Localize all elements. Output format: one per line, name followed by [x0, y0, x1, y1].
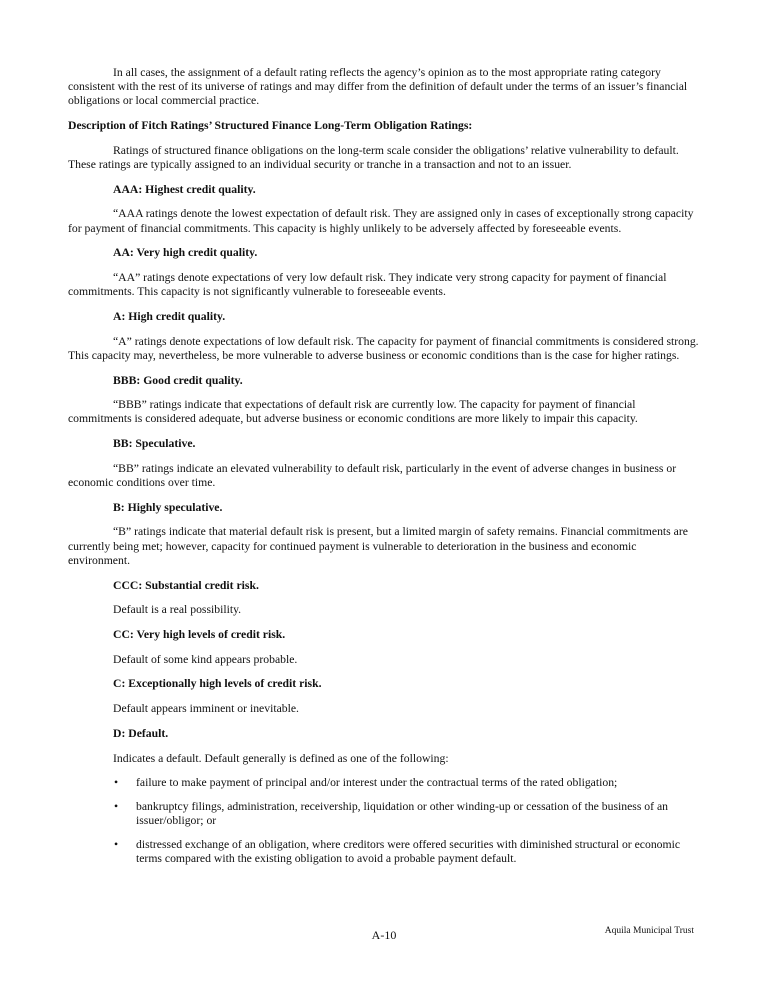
rating-heading-ccc: CCC: Substantial credit risk. — [113, 578, 259, 592]
rating-heading-bb: BB: Speculative. — [113, 437, 196, 451]
page-number: A-10 — [371, 928, 397, 942]
rating-heading-aa: AA: Very high credit quality. — [113, 246, 258, 260]
list-item — [68, 800, 700, 828]
rating-heading-cc: CC: Very high levels of credit risk. — [113, 627, 286, 641]
default-criteria-list — [68, 776, 700, 866]
bullet-icon: • — [114, 776, 119, 790]
rating-text-ccc: Default is a real possibility. — [113, 603, 242, 617]
rating-text-b: “B” ratings indicate that material default risk is present, but a limited margin of safety remains. Financial commitments are currently being met; however, capacity for continued payment is vulnerable to deterioration in the business and economic environment. — [68, 525, 688, 567]
list-item — [68, 776, 700, 790]
bullet-icon: • — [114, 837, 119, 851]
list-item-text: failure to make payment of principal and/or interest under the contractual terms of the rated obligation; — [136, 776, 618, 790]
bullet-icon: • — [114, 799, 119, 813]
rating-text-aa: “AA” ratings denote expectations of very low default risk. They indicate very strong capacity for payment of financial commitments. This capacity is not significantly vulnerable to foreseeable events. — [68, 271, 667, 299]
rating-text-cc: Default of some kind appears probable. — [113, 652, 298, 666]
list-item — [68, 838, 700, 866]
rating-heading-bbb: BBB: Good credit quality. — [113, 373, 243, 387]
rating-text-a: “A” ratings denote expectations of low default risk. The capacity for payment of financial commitments is considered strong. This capacity may, nevertheless, be more vulnerable to adverse business or economic conditions than is the case for higher ratings. — [68, 334, 699, 362]
rating-text-bbb: “BBB” ratings indicate that expectations of default risk are currently low. The capacity for payment of financial commitments is considered adequate, but adverse business or economic conditions are more likely to impair this capacity. — [68, 398, 638, 426]
rating-heading-a: A: High credit quality. — [113, 309, 226, 323]
rating-heading-aaa: AAA: Highest credit quality. — [113, 182, 256, 196]
list-item-text: bankruptcy filings, administration, receivership, liquidation or other winding-up or cessation of the business of an issuer/obligor; or — [136, 799, 668, 828]
intro-paragraph: In all cases, the assignment of a default rating reflects the agency’s opinion as to the most appropriate rating category consistent with the rest of its universe of ratings and may differ from the definition of default under the terms of an issuer’s financial obligations or local commercial practice. — [68, 66, 688, 108]
document-page — [68, 66, 700, 876]
rating-heading-d: D: Default. — [113, 726, 169, 740]
section-title: Description of Fitch Ratings’ Structured Finance Long-Term Obligation Ratings: — [68, 119, 473, 133]
list-item-text: distressed exchange of an obligation, where creditors were offered securities with diminished structural or economic terms compared with the existing obligation to avoid a probable payment default. — [136, 837, 681, 866]
rating-heading-c: C: Exceptionally high levels of credit risk. — [113, 677, 322, 691]
section-intro-paragraph: Ratings of structured finance obligations on the long-term scale consider the obligations’ relative vulnerability to default. These ratings are typically assigned to an individual security or tranche in a transaction and not to an issuer. — [68, 143, 679, 172]
rating-text-c: Default appears imminent or inevitable. — [113, 702, 299, 716]
rating-text-aaa: “AAA ratings denote the lowest expectation of default risk. They are assigned only in cases of exceptionally strong capacity for payment of financial commitments. This capacity is highly unlikely to be adversely affected by foreseeable events. — [68, 207, 694, 235]
rating-text-bb: “BB” ratings indicate an elevated vulnerability to default risk, particularly in the event of adverse changes in business or economic conditions over time. — [68, 461, 677, 490]
rating-heading-b: B: Highly speculative. — [113, 500, 223, 514]
fund-name-footer: Aquila Municipal Trust — [604, 926, 694, 936]
rating-text-d: Indicates a default. Default generally is defined as one of the following: — [113, 751, 449, 765]
